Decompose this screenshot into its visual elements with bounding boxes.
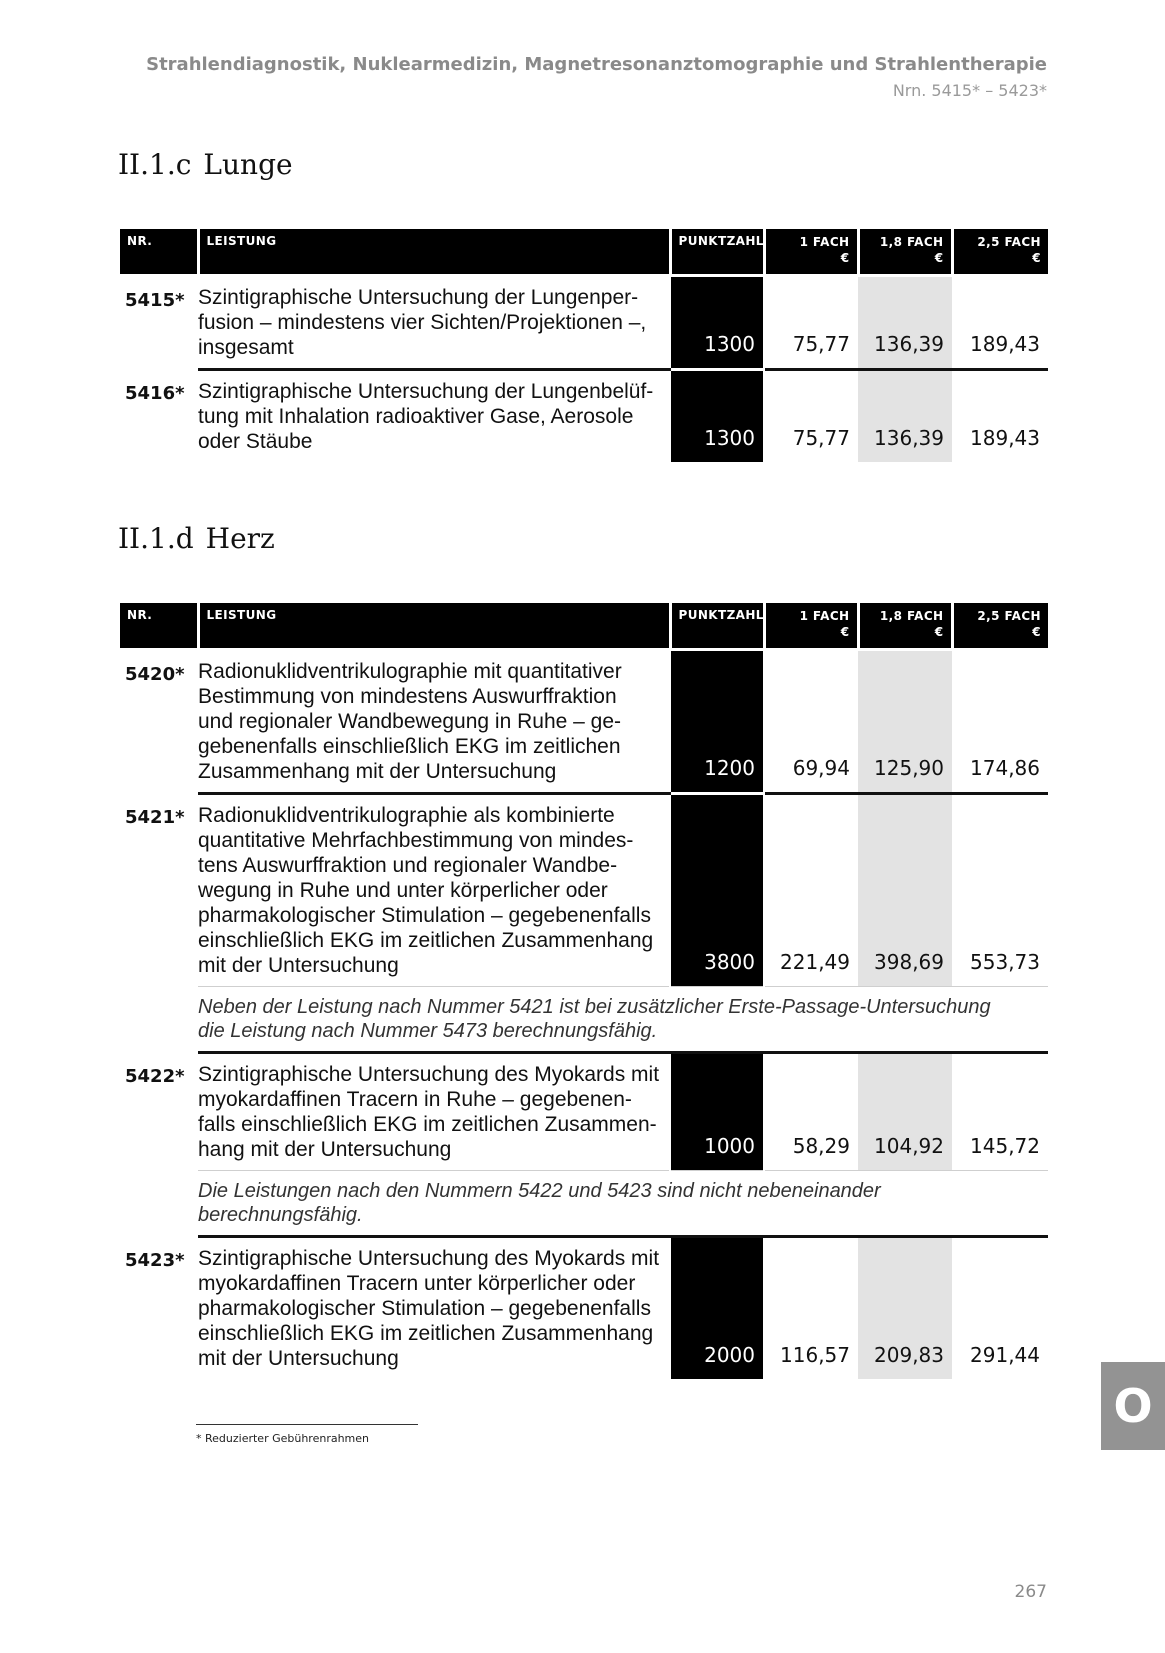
page-number: 267 (1014, 1582, 1047, 1602)
table-row (120, 650, 1048, 794)
footnote-divider (196, 1424, 418, 1425)
note-row (120, 1171, 1048, 1237)
row-description: Szintigraphische Untersuchung der Lungenper- fusion – mindestens vier Sichten/Projektionen –, insgesamt (198, 276, 670, 370)
row-punktzahl: 1000 (670, 1053, 764, 1171)
row-18fach: 125,90 (858, 650, 952, 794)
section-number: II.1.d (118, 522, 194, 555)
row-1fach: 58,29 (792, 1134, 850, 1158)
col-leistung-header: LEISTUNG (198, 229, 670, 276)
fee-table-lunge (120, 229, 1048, 462)
running-header-title: Strahlendiagnostik, Nuklearmedizin, Magnetresonanztomographie und Strahlentherapie (146, 54, 1047, 75)
row-25fach: 174,86 (952, 650, 1048, 794)
row-18fach: 136,39 (858, 276, 952, 370)
col-18fach-header: 1,8 FACH € (858, 229, 952, 276)
row-1fach: 221,49 (780, 950, 850, 974)
row-25fach: 553,73 (970, 950, 1040, 974)
row-number: 5423* (125, 1249, 185, 1271)
row-1fach: 69,94 (764, 650, 858, 794)
row-number: 5416* (125, 382, 185, 404)
row-25fach: 145,72 (970, 1134, 1040, 1158)
row-18fach: 104,92 (858, 1053, 952, 1171)
row-description: Radionuklidventrikulographie als kombinierte quantitative Mehrfachbestimmung von mindes- tens Auswurffraktion und regionaler Wandbe- wegung in Ruhe und unter körperlicher oder pharmakologischer Stimulation – gegebenenfalls einschließlich EKG im zeitlichen Zusammenhang mit der Untersuchung (198, 804, 654, 977)
col-25fach-header: 2,5 FACH € (952, 603, 1048, 650)
running-header-range: Nrn. 5415* – 5423* (892, 81, 1047, 100)
row-number: 5422* (125, 1065, 185, 1087)
row-note: Die Leistungen nach den Nummern 5422 und 5423 sind nicht nebeneinander berechnungsfähig. (198, 1171, 1048, 1237)
fee-table-herz (120, 603, 1048, 1379)
section-heading-lunge (118, 148, 293, 181)
row-number: 5420* (120, 650, 198, 794)
row-punktzahl: 2000 (670, 1237, 764, 1380)
row-1fach: 116,57 (780, 1343, 850, 1367)
row-25fach: 189,43 (970, 426, 1040, 450)
row-punktzahl: 1200 (670, 650, 764, 794)
row-description: Szintigraphische Untersuchung des Myokards mit myokardaffinen Tracern in Ruhe – gegebenen- falls einschließlich EKG im zeitlichen Zusammen- hang mit der Untersuchung (198, 1063, 660, 1161)
table-row (120, 276, 1048, 370)
chapter-tab-marker: O (1101, 1362, 1165, 1450)
col-1fach-header: 1 FACH € (764, 603, 858, 650)
note-row (120, 987, 1048, 1053)
row-25fach: 291,44 (970, 1343, 1040, 1367)
row-18fach: 398,69 (858, 794, 952, 987)
row-number: 5415* (120, 276, 198, 370)
table-header-row (120, 603, 1048, 650)
col-nr-header: NR. (120, 603, 198, 650)
table-row (120, 1053, 1048, 1171)
section-title: Herz (205, 522, 275, 555)
col-leistung-header: LEISTUNG (198, 603, 670, 650)
col-1fach-header: 1 FACH € (764, 229, 858, 276)
row-punktzahl: 1300 (670, 276, 764, 370)
table-header-row (120, 229, 1048, 276)
row-18fach: 209,83 (858, 1237, 952, 1380)
section-heading-herz (118, 522, 275, 555)
table-row (120, 1237, 1048, 1380)
row-punktzahl: 1300 (670, 370, 764, 463)
table-row (120, 794, 1048, 987)
row-punktzahl: 3800 (670, 794, 764, 987)
section-title: Lunge (203, 148, 293, 181)
col-nr-header: NR. (120, 229, 198, 276)
row-description: Szintigraphische Untersuchung der Lungenbelüf- tung mit Inhalation radioaktiver Gase, Aerosole oder Stäube (198, 380, 654, 453)
col-punktzahl-header: PUNKTZAHL (670, 229, 764, 276)
row-note: Neben der Leistung nach Nummer 5421 ist bei zusätzlicher Erste-Passage-Untersuchung die Leistung nach Nummer 5473 berechnungsfähig. (198, 987, 1048, 1053)
row-description: Radionuklidventrikulographie mit quantitativer Bestimmung von mindestens Auswurffraktion und regionaler Wandbewegung in Ruhe – ge- gebenenfalls einschließlich EKG im zeitlichen Zusammenhang mit der Untersuchung (198, 650, 670, 794)
table-row (120, 370, 1048, 463)
row-1fach: 75,77 (792, 426, 850, 450)
row-number: 5421* (125, 806, 185, 828)
row-1fach: 75,77 (764, 276, 858, 370)
col-punktzahl-header: PUNKTZAHL (670, 603, 764, 650)
row-25fach: 189,43 (952, 276, 1048, 370)
row-description: Szintigraphische Untersuchung des Myokards mit myokardaffinen Tracern unter körperlicher oder pharmakologischer Stimulation – gegebenenfalls einschließlich EKG im zeitlichen Zusammenhang mit der Untersuchung (198, 1247, 660, 1370)
row-18fach: 136,39 (858, 370, 952, 463)
section-number: II.1.c (118, 148, 192, 181)
col-18fach-header: 1,8 FACH € (858, 603, 952, 650)
footnote: * Reduzierter Gebührenrahmen (196, 1432, 370, 1445)
col-25fach-header: 2,5 FACH € (952, 229, 1048, 276)
